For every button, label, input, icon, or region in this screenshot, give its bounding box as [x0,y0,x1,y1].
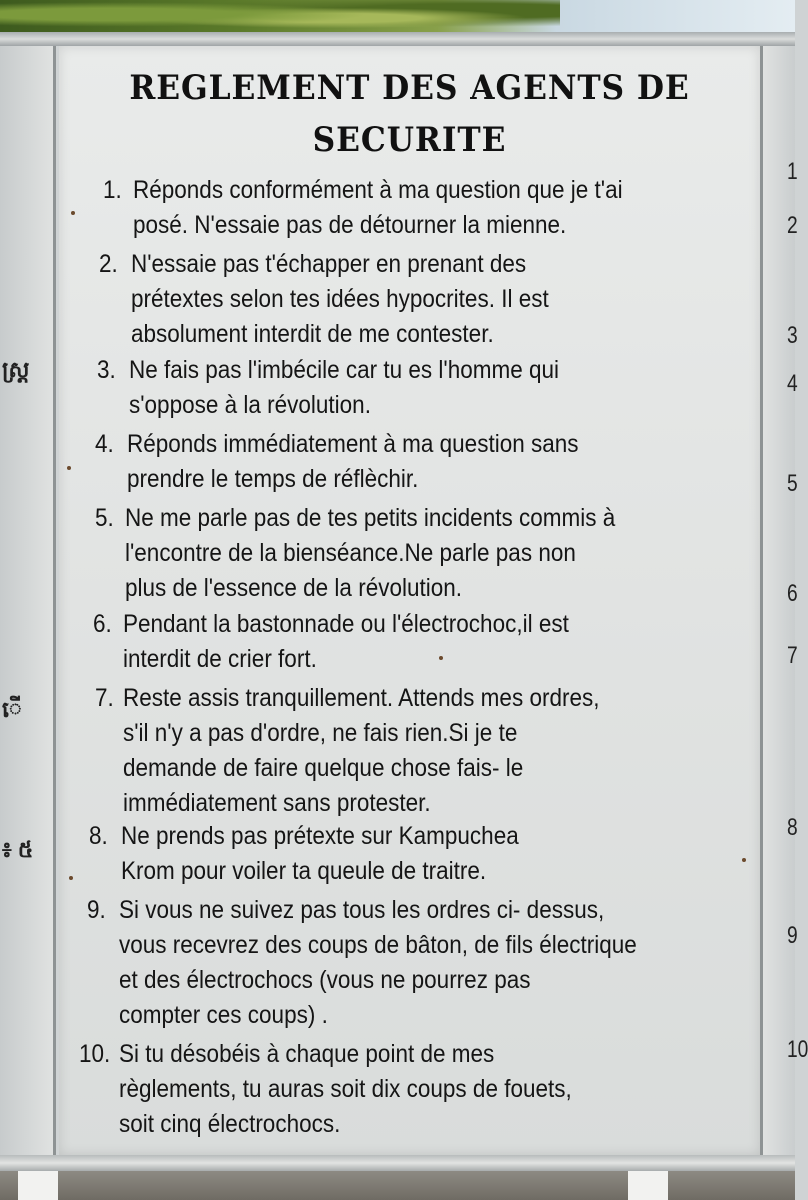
rule-text-line: demande de faire quelque chose fais- le [123,754,524,782]
right-panel-number: 8 [787,814,798,841]
sign-post-left [18,1171,58,1200]
rule-number: 10. [79,1040,111,1068]
rule-number: 1. [103,176,122,204]
khmer-text-fragment: ើ [2,697,22,722]
rule-text-line: posé. N'essaie pas de détourner la mienne. [133,211,567,239]
rivet [71,211,75,215]
rule-text-line: s'oppose à la révolution. [129,391,371,419]
right-panel-number: 4 [787,370,798,397]
rule-text-line: Pendant la bastonnade ou l'électrochoc,il est [123,610,569,638]
rule-number: 4. [95,430,114,458]
right-panel-number: 6 [787,580,798,607]
rule-text-line: Ne me parle pas de tes petits incidents commis à [125,504,616,532]
rule-text-line: prendre le temps de réflèchir. [127,465,419,493]
rule-text-line: Si vous ne suivez pas tous les ordres ci- dessus, [119,896,605,924]
rivet [69,876,73,880]
rule-text-line: N'essaie pas t'échapper en prenant des [131,250,527,278]
right-sign-panel [760,46,808,1155]
rule-text-line: Réponds immédiatement à ma question sans [127,430,579,458]
rule-number: 6. [93,610,112,638]
right-panel-number: 2 [787,212,798,239]
rule-text-line: et des électrochocs (vous ne pourrez pas [119,966,531,994]
rivet [439,656,443,660]
left-sign-panel [0,46,56,1155]
right-panel-number: 1 [787,158,798,185]
right-panel-number: 9 [787,922,798,949]
rule-text-line: s'il n'y a pas d'ordre, ne fais rien.Si je te [123,719,518,747]
main-sign-panel [59,46,760,1155]
khmer-text-fragment: ៖ ៥ [2,837,34,862]
rule-text-line: règlements, tu auras soit dix coups de fouets, [119,1075,572,1103]
khmer-text-fragment: ស្ត្រ [2,357,30,382]
rule-number: 9. [87,896,106,924]
sign-frame-top [0,32,795,46]
rule-text-line: Krom pour voiler ta queule de traitre. [121,857,487,885]
rule-text-line: prétextes selon tes idées hypocrites. Il est [131,285,549,313]
rule-text-line: Ne fais pas l'imbécile car tu es l'homme qui [129,356,560,384]
rule-text-line: Ne prends pas prétexte sur Kampuchea [121,822,519,850]
rule-text-line: Reste assis tranquillement. Attends mes ordres, [123,684,600,712]
rule-number: 7. [95,684,114,712]
rule-text-line: absolument interdit de me contester. [131,320,494,348]
rule-text-line: Si tu désobéis à chaque point de mes [119,1040,495,1068]
right-panel-number: 5 [787,470,798,497]
sign-title-line-1: REGLEMENT DES AGENTS DE [129,68,690,108]
rule-text-line: interdit de crier fort. [123,645,317,673]
rule-text-line: immédiatement sans protester. [123,789,431,817]
rule-number: 8. [89,822,108,850]
rule-text-line: Réponds conformément à ma question que je t'ai [133,176,623,204]
rule-text-line: soit cinq électrochocs. [119,1110,341,1138]
rivet [67,466,71,470]
rule-text-line: l'encontre de la bienséance.Ne parle pas non [125,539,576,567]
sign-title-line-2: SECURITE [312,120,507,160]
rule-text-line: plus de l'essence de la révolution. [125,574,463,602]
right-panel-number: 7 [787,642,798,669]
rule-number: 3. [97,356,116,384]
right-panel-number: 10 [787,1036,808,1063]
sign-frame-bottom [0,1155,795,1171]
ground [0,1171,795,1200]
rivet [742,858,746,862]
right-panel-number: 3 [787,322,798,349]
rule-text-line: vous recevrez des coups de bâton, de fils électrique [119,931,637,959]
rule-number: 2. [99,250,118,278]
sign-post-right [628,1171,668,1200]
tree-foliage [0,0,560,36]
rule-text-line: compter ces coups) . [119,1001,328,1029]
rule-number: 5. [95,504,114,532]
